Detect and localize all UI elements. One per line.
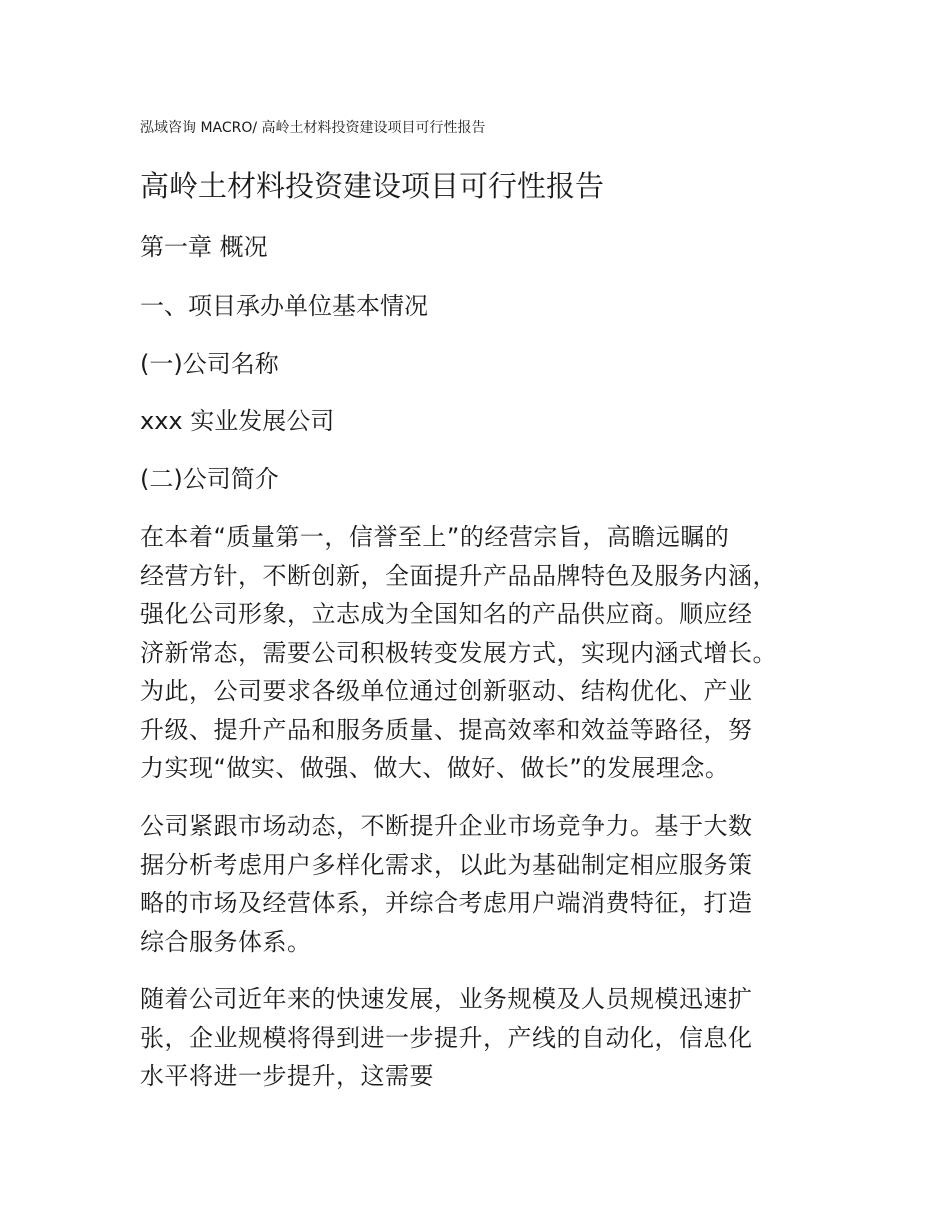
company-profile-heading: (二)公司简介 [140,465,279,493]
paragraph-3 [140,980,800,1096]
paragraph-line: 强化公司形象，立志成为全国知名的产品供应商。顺应经 [140,600,753,628]
paragraph-1 [140,518,800,788]
company-name-heading: (一)公司名称 [140,350,279,378]
paragraph-line: 公司紧跟市场动态，不断提升企业市场竞争力。基于大数 [140,812,753,840]
paragraph-line: 水平将进一步提升，这需要 [140,1062,434,1090]
paragraph-line: 升级、提升产品和服务质量、提高效率和效益等路径，努 [140,715,753,744]
paragraph-line: 为此，公司要求各级单位通过创新驱动、结构优化、产业 [140,677,753,705]
section-heading: 一、项目承办单位基本情况 [140,292,428,320]
paragraph-line: 力实现“做实、做强、做大、做好、做长”的发展理念。 [140,754,730,782]
paragraph-line: 综合服务体系。 [140,927,312,956]
chapter-heading: 第一章 概况 [140,233,268,261]
paragraph-line: 据分析考虑用户多样化需求，以此为基础制定相应服务策 [140,850,753,879]
paragraph-line: 经营方针，不断创新，全面提升产品品牌特色及服务内涵， [140,561,777,590]
paragraph-2 [140,807,800,961]
paragraph-line: 在本着“质量第一，信誉至上”的经营宗旨，高瞻远瞩的 [140,523,730,551]
document-title: 高岭土材料投资建设项目可行性报告 [140,169,605,203]
paragraph-line: 张，企业规模将得到进一步提升，产线的自动化，信息化 [140,1023,753,1052]
paragraph-line: 济新常态，需要公司积极转变发展方式，实现内涵式增长。 [140,638,777,667]
paragraph-line: 随着公司近年来的快速发展，业务规模及人员规模迅速扩 [140,985,753,1013]
company-name: xxx 实业发展公司 [140,407,335,435]
breadcrumb: 泓域咨询 MACRO/ 高岭土材料投资建设项目可行性报告 [140,120,486,136]
paragraph-line: 略的市场及经营体系，并综合考虑用户端消费特征，打造 [140,889,753,917]
